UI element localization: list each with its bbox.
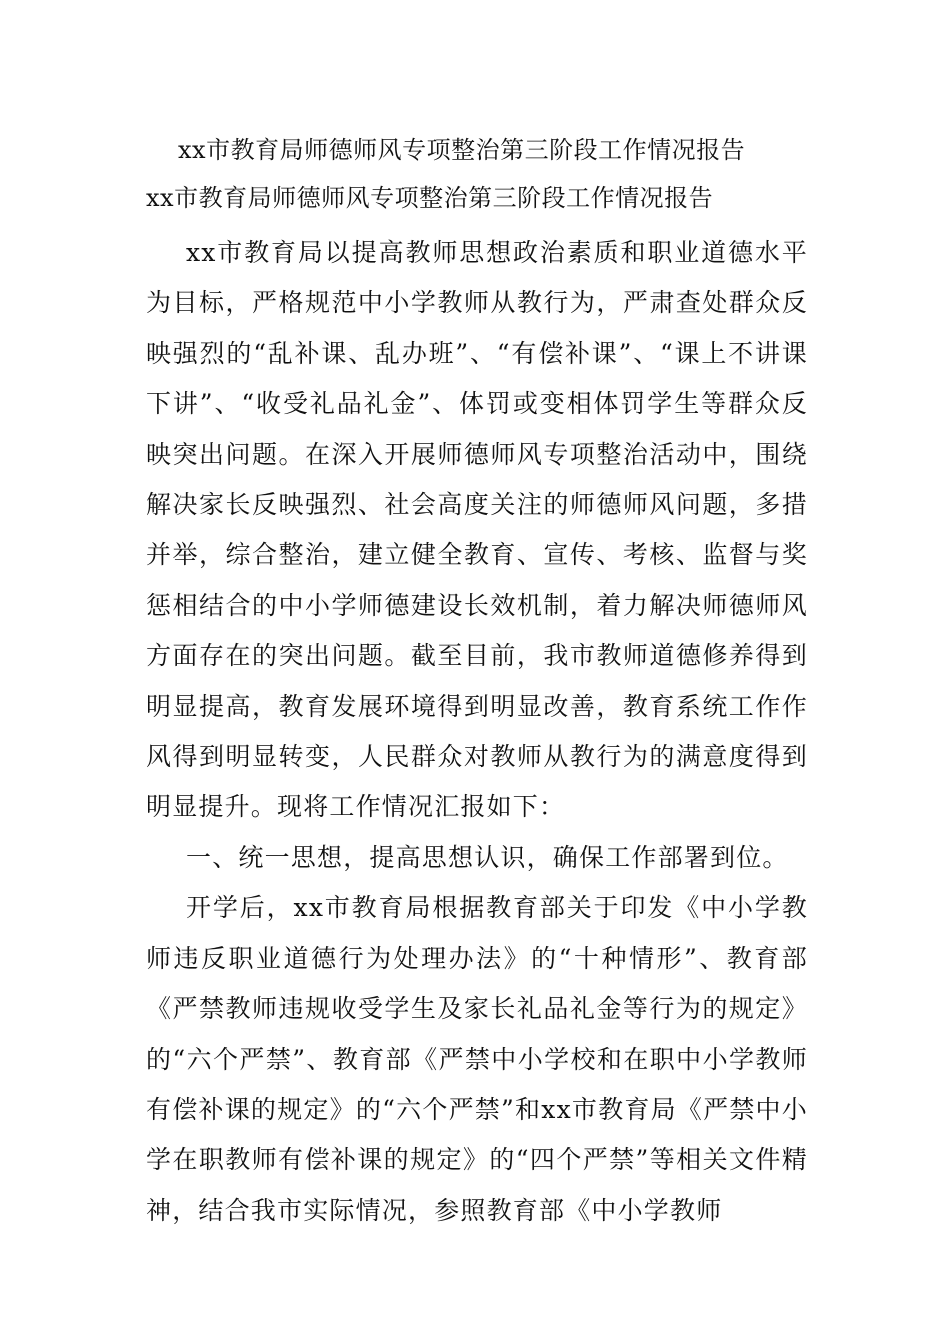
document-subtitle: xx市教育局师德师风专项整治第三阶段工作情况报告 (146, 184, 714, 212)
document-title: xx市教育局师德师风专项整治第三阶段工作情况报告 (178, 136, 746, 164)
section-heading-1: 一、统一思想，提高思想认识，确保工作部署到位。 (186, 842, 789, 872)
paragraph-intro: xx市教育局以提高教师思想政治素质和职业道德水平为目标，严格规范中小学教师从教行为，严肃查处群众反映强烈的“乱补课、乱办班”、“有偿补课”、“课上不讲课下讲”、“收受礼品礼金”、体罚或变相体罚学生等群众反映突出问题。在深入开展师德师风专项整治活动中，围绕解决家长反映强烈、社会高度关注的师德师风问题，多措并举，综合整治，建立健全教育、宣传、考核、监督与奖惩相结合的中小学师德建设长效机制，着力解决师德师风方面存在的突出问题。截至目前，我市教师道德修养得到明显提高，教育发展环境得到明显改善，教育系统工作作风得到明显转变，人民群众对教师从教行为的满意度得到明显提升。现将工作情况汇报如下： (146, 238, 808, 822)
document-body (146, 228, 808, 1236)
paragraph-section-1: 开学后，xx市教育局根据教育部关于印发《中小学教师违反职业道德行为处理办法》的“十种情形”、教育部《严禁教师违规收受学生及家长礼品礼金等行为的规定》的“六个严禁”、教育部《严禁中小学校和在职中小学教师有偿补课的规定》的“六个严禁”和xx市教育局《严禁中小学在职教师有偿补课的规定》的“四个严禁”等相关文件精神，结合我市实际情况，参照教育部《中小学教师 (146, 893, 808, 1225)
